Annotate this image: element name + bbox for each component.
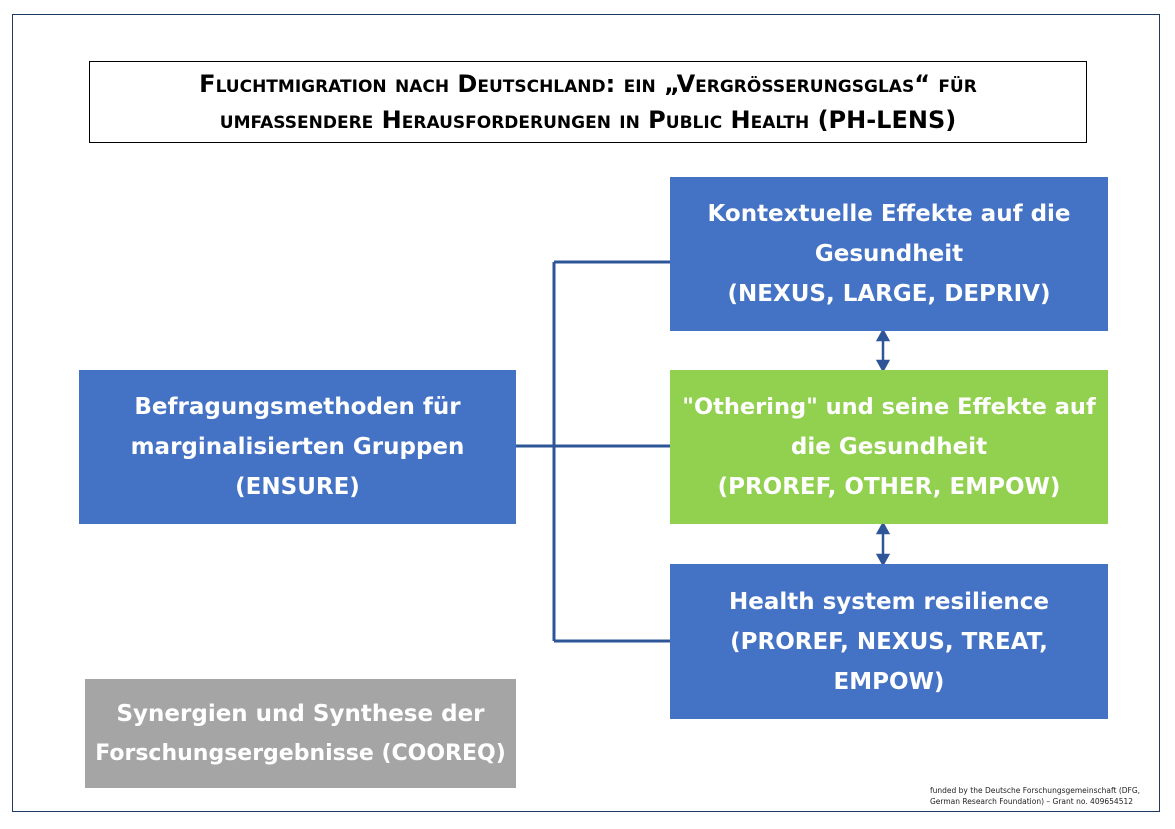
box-survey-line-2: marginalisierten Gruppen — [130, 434, 465, 460]
arrow-othering-resilience-head-up — [878, 524, 888, 533]
funding-footnote — [930, 785, 1140, 807]
box-resilience-line-1: Health system resilience — [728, 588, 1050, 615]
funding-footnote-line-2: German Research Foundation) – Grant no. 409654512 — [930, 797, 1134, 806]
box-othering-line-1: "Othering" und seine Effekte auf — [682, 394, 1096, 420]
box-survey-line-1: Befragungsmethoden für — [134, 394, 461, 420]
box-contextual-effects — [670, 177, 1108, 331]
box-contextual-effects-line-3: (NEXUS, LARGE, DEPRIV) — [727, 281, 1051, 307]
box-resilience-line-3: EMPOW) — [833, 668, 945, 695]
arrow-othering-resilience-head-down — [878, 555, 888, 564]
box-resilience-line-2: (PROREF, NEXUS, TREAT, — [730, 628, 1048, 655]
box-othering — [670, 370, 1108, 524]
box-survey-methods — [79, 370, 516, 524]
arrow-context-othering-head-down — [878, 361, 888, 370]
box-synergies-line-2: Forschungsergebnisse (COOREQ) — [95, 740, 506, 766]
box-health-system-resilience — [670, 564, 1108, 719]
funding-footnote-line-1: funded by the Deutsche Forschungsgemeinschaft (DFG, — [930, 786, 1141, 795]
box-othering-line-3: (PROREF, OTHER, EMPOW) — [717, 474, 1061, 500]
box-synergies — [85, 679, 516, 788]
box-contextual-effects-line-2: Gesundheit — [814, 241, 964, 267]
box-synergies-line-1: Synergien und Synthese der — [116, 700, 485, 727]
arrow-context-othering-head-up — [878, 331, 888, 340]
box-othering-line-2: die Gesundheit — [790, 434, 988, 460]
title-line-2: umfassendere Herausforderungen in Public Health (PH-LENS) — [219, 106, 957, 134]
box-contextual-effects-line-1: Kontextuelle Effekte auf die — [707, 201, 1071, 227]
box-survey-line-3: (ENSURE) — [235, 474, 360, 500]
title-line-1: Fluchtmigration nach Deutschland: ein „Vergrößerungsglas“ für — [199, 70, 977, 98]
